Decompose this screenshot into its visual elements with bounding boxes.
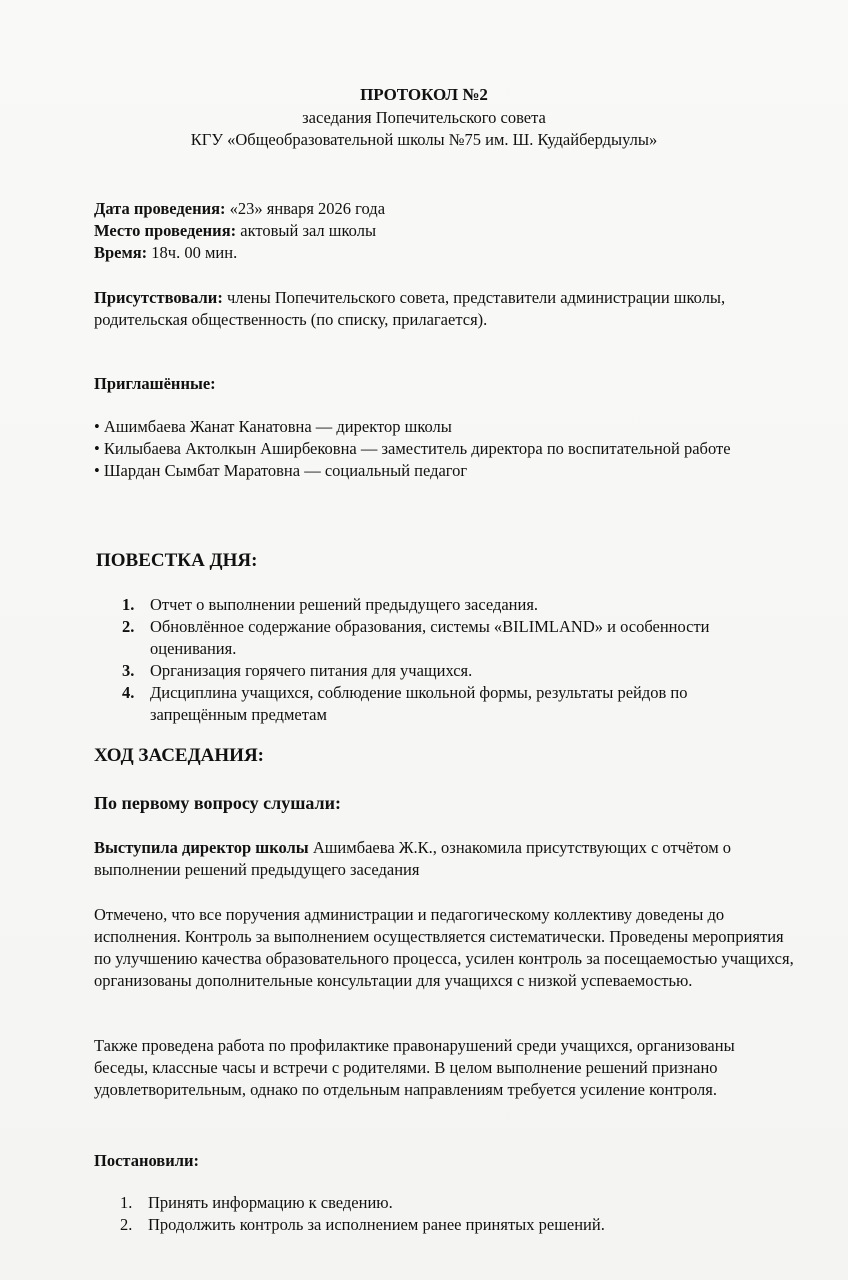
report-paragraph-1: Отмечено, что все поручения администрации и педагогическому коллективу доведены до исполнения. Контроль за выполнением осуществляется систематически. Проведены мероприятия по улучшению качества образовательного процесса, усилен контроль за посещаемостью учащихся, организованы дополнительные консультации для учащихся с низкой успеваемостью. xyxy=(94,905,794,990)
list-item: 1. Отчет о выполнении решений предыдущего заседания. xyxy=(122,595,539,614)
present-label: Присутствовали: xyxy=(94,288,223,307)
meta-block xyxy=(94,198,808,264)
list-item: 4. Дисциплина учащихся, соблюдение школьной формы, результаты рейдов по запрещённым предметам xyxy=(122,683,688,724)
agenda-heading: ПОВЕСТКА ДНЯ: xyxy=(96,550,258,571)
question1-heading: По первому вопросу слушали: xyxy=(94,793,342,813)
resolved-list xyxy=(92,1192,808,1236)
document-subtitle: заседания Попечительского совета xyxy=(302,108,546,127)
date-value: «23» января 2026 года xyxy=(225,199,386,218)
list-item: 2. Обновлённое содержание образования, системы «BILIMLAND» и особенности оценивания. xyxy=(122,617,710,658)
present-paragraph xyxy=(94,287,806,331)
time-label: Время: xyxy=(94,243,148,262)
organization-name: КГУ «Общеобразовательной школы №75 им. Ш. Кудайбердыулы» xyxy=(190,130,658,149)
agenda-list xyxy=(94,594,788,726)
report-paragraph-2: Также проведена работа по профилактике правонарушений среди учащихся, организованы беседы, классные часы и встречи с родителями. В целом выполнение решений признано удовлетворительным, однако по отдельным направлениям требуется усиление контроля. xyxy=(94,1036,735,1099)
speaker-label: Выступила директор школы xyxy=(94,838,309,857)
list-item: 2. Продолжить контроль за исполнением ранее принятых решений. xyxy=(120,1215,605,1234)
speaker-paragraph xyxy=(94,837,808,881)
list-item: • Шардан Сымбат Маратовна — социальный педагог xyxy=(94,460,838,482)
invited-heading: Приглашённые: xyxy=(94,374,216,393)
proceedings-heading: ХОД ЗАСЕДАНИЯ: xyxy=(94,745,265,766)
time-value: 18ч. 00 мин. xyxy=(147,243,238,262)
speaker-text: Ашимбаева Ж.К., ознакомила присутствующих с отчётом о выполнении решений предыдущего заседания xyxy=(94,838,732,879)
list-item: 1. Принять информацию к сведению. xyxy=(120,1193,393,1212)
list-item: 3. Организация горячего питания для учащихся. xyxy=(122,661,473,680)
invited-list xyxy=(94,416,838,482)
resolved-heading: Постановили: xyxy=(94,1151,199,1170)
document-title: ПРОТОКОЛ №2 xyxy=(360,85,488,104)
date-label: Дата проведения: xyxy=(94,199,226,218)
place-label: Место проведения: xyxy=(94,221,237,240)
list-item: • Килыбаева Актолкын Аширбековна — заместитель директора по воспитательной работе xyxy=(94,438,838,460)
time-line xyxy=(94,242,808,264)
place-value: актовый зал школы xyxy=(236,221,377,240)
place-line xyxy=(94,220,808,242)
present-text: члены Попечительского совета, представители администрации школы, родительская общественность (по списку, прилагается). xyxy=(94,288,726,329)
list-item: • Ашимбаева Жанат Канатовна — директор школы xyxy=(94,416,838,438)
date-line xyxy=(94,198,808,220)
